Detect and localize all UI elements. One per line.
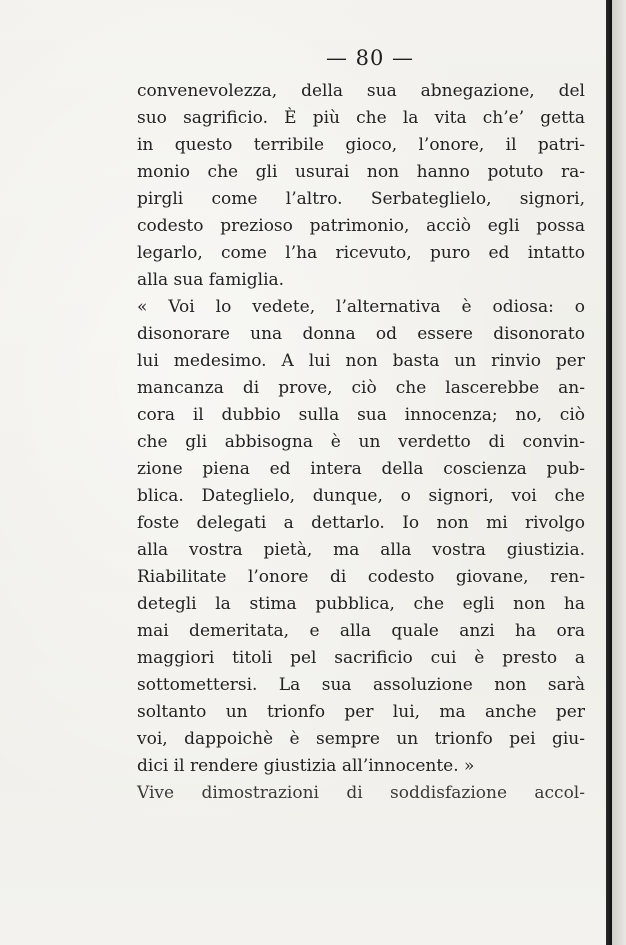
text-line: suo sagrificio. È più che la vita ch’e’ getta <box>137 108 585 128</box>
text-line: detegli la stima pubblica, che egli non ha <box>137 594 585 614</box>
text-line: mancanza di prove, ciò che lascerebbe an- <box>137 378 585 398</box>
text-line: pirgli come l’altro. Serbateglielo, signori, <box>137 189 585 209</box>
text-line: convenevolezza, della sua abnegazione, del <box>137 81 585 101</box>
text-line: Vive dimostrazioni di soddisfazione accol- <box>137 783 585 803</box>
text-line: zione piena ed intera della coscienza pub- <box>137 459 585 479</box>
text-line: monio che gli usurai non hanno potuto ra- <box>137 162 585 182</box>
page-gutter-shadow <box>612 0 626 945</box>
text-line: foste delegati a dettarlo. Io non mi rivolgo <box>137 513 585 533</box>
text-line: dici il rendere giustizia all’innocente. » <box>137 756 475 776</box>
text-line: voi, dappoichè è sempre un trionfo pei giu- <box>137 729 585 749</box>
text-line: Riabilitate l’onore di codesto giovane, ren- <box>137 567 585 587</box>
text-line: maggiori titoli pel sacrificio cui è presto a <box>137 648 585 668</box>
text-line: codesto prezioso patrimonio, acciò egli possa <box>137 216 585 236</box>
text-line: disonorare una donna od essere disonorato <box>137 324 585 344</box>
text-line: legarlo, come l’ha ricevuto, puro ed intatto <box>137 243 585 263</box>
text-line: alla sua famiglia. <box>137 270 285 290</box>
page-gutter-edge <box>606 0 612 945</box>
text-line: sottomettersi. La sua assoluzione non sarà <box>137 675 585 695</box>
text-line: lui medesimo. A lui non basta un rinvio per <box>137 351 585 371</box>
text-line: cora il dubbio sulla sua innocenza; no, ciò <box>137 405 585 425</box>
text-line: « Voi lo vedete, l’alternativa è odiosa: o <box>137 297 585 317</box>
text-line: in questo terribile gioco, l’onore, il patri- <box>137 135 585 155</box>
text-line: soltanto un trionfo per lui, ma anche per <box>137 702 585 722</box>
text-line: che gli abbisogna è un verdetto di convin- <box>137 432 585 452</box>
text-line: mai demeritata, e alla quale anzi ha ora <box>137 621 585 641</box>
text-line: alla vostra pietà, ma alla vostra giustizia. <box>137 540 585 560</box>
text-line: blica. Dateglielo, dunque, o signori, voi che <box>137 486 585 506</box>
page-number: — 80 — <box>325 46 415 70</box>
body-text <box>137 78 585 807</box>
